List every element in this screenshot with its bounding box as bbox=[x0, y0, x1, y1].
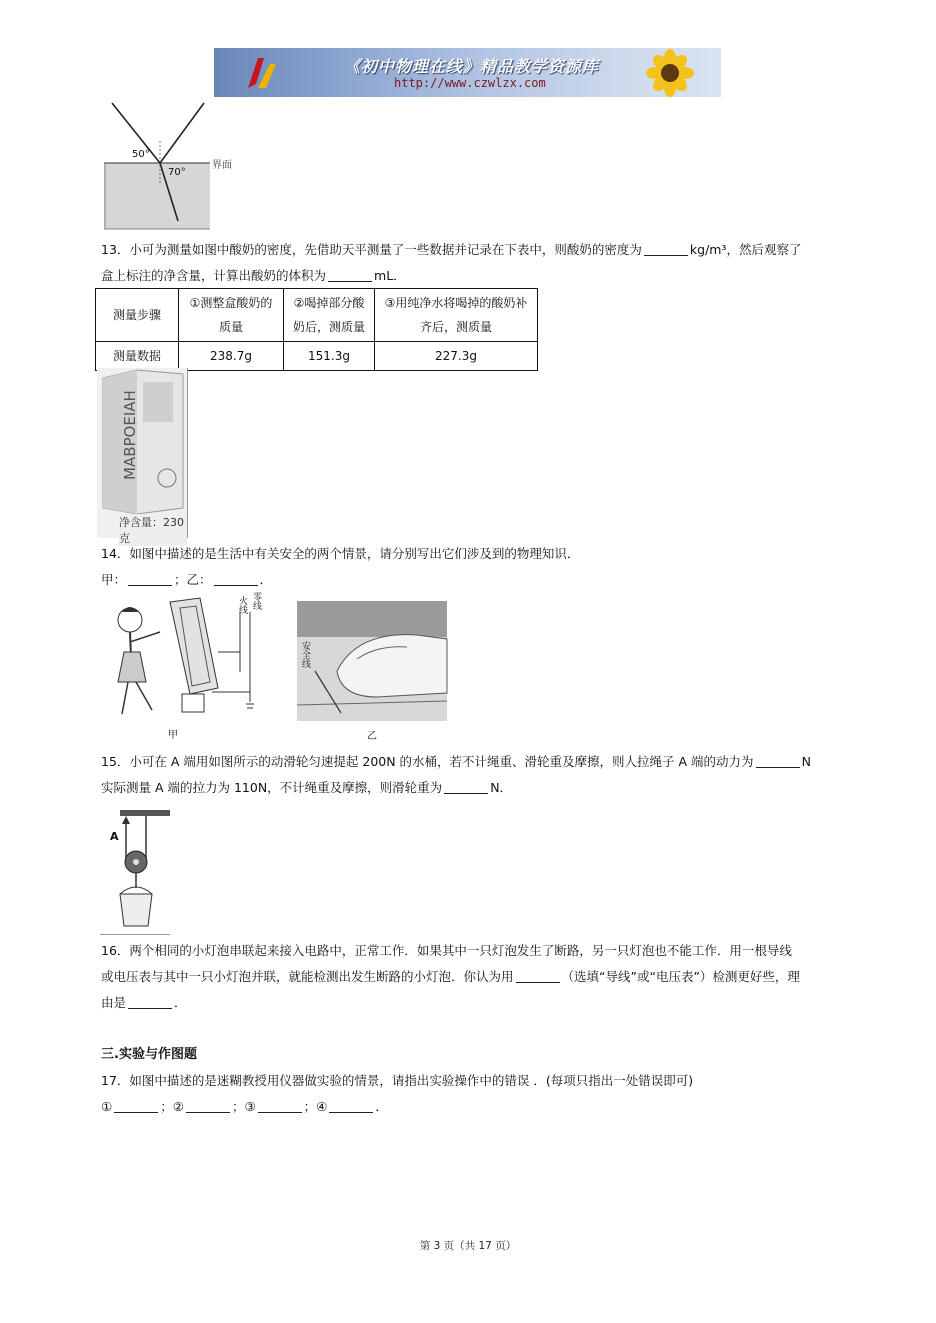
pulley-figure bbox=[100, 810, 170, 935]
q13-text-2a: 盒上标注的净含量，计算出酸奶的体积为 bbox=[101, 268, 327, 283]
table-cell: ①测整盒酸奶的质量 bbox=[179, 289, 284, 342]
table-cell: ③用纯净水将喝掉的酸奶补齐后，测质量 bbox=[375, 289, 538, 342]
angle-label-50: 50° bbox=[132, 149, 150, 160]
banner-title: 《初中物理在线》精品教学资源库 bbox=[344, 57, 600, 76]
q17-item-4: ；④ bbox=[303, 1099, 328, 1114]
interface-label: 界面 bbox=[212, 160, 232, 171]
q14-blank-yi[interactable] bbox=[214, 571, 258, 586]
q17-blank-2[interactable] bbox=[186, 1098, 230, 1113]
table-cell: 151.3g bbox=[284, 342, 375, 371]
q13-text-1b: kg/m³，然后观察了 bbox=[689, 242, 802, 257]
logo-icon bbox=[244, 54, 284, 92]
q16-text-2a: 或电压表与其中一只小灯泡并联，就能检测出发生断路的小灯泡．你认为用 bbox=[101, 969, 514, 984]
q17-blank-1[interactable] bbox=[114, 1098, 158, 1113]
q16-line1: 16．两个相同的小灯泡串联起来接入电路中，正常工作．如果其中一只灯泡发生了断路，另一只灯泡也不能工作．用一根导线 bbox=[101, 943, 792, 958]
table-cell: 238.7g bbox=[179, 342, 284, 371]
q13-text-2b: mL． bbox=[374, 268, 406, 283]
wire-label-neutral: 零线 bbox=[251, 592, 261, 610]
q16-blank-reason[interactable] bbox=[128, 994, 172, 1009]
safety-image-yi bbox=[297, 601, 447, 743]
q15-line2 bbox=[101, 775, 512, 801]
q14-blank-jia[interactable] bbox=[128, 571, 172, 586]
yogurt-box-image bbox=[97, 368, 188, 545]
q17-item-end: ． bbox=[375, 1099, 388, 1114]
q13-blank-volume[interactable] bbox=[328, 267, 372, 282]
q16-line2 bbox=[101, 964, 800, 990]
q17-line2 bbox=[101, 1094, 388, 1120]
refraction-figure bbox=[104, 101, 244, 231]
image-label-yi: 乙 bbox=[367, 731, 377, 742]
q14-line1: 14．如图中描述的是生活中有关安全的两个情景，请分别写出它们涉及到的物理知识． bbox=[101, 546, 580, 561]
q16-line3 bbox=[101, 990, 187, 1016]
q16-text-3b: ． bbox=[174, 995, 187, 1010]
q17-blank-3[interactable] bbox=[258, 1098, 302, 1113]
angle-label-70: 70° bbox=[168, 167, 186, 178]
q17-item-2: ；② bbox=[160, 1099, 184, 1114]
q14-line2 bbox=[101, 567, 272, 593]
table-row bbox=[96, 289, 538, 342]
sunflower-icon bbox=[632, 50, 702, 96]
svg-text:MABPOEIAH: MABPOEIAH bbox=[121, 390, 139, 480]
measurement-table bbox=[95, 288, 538, 371]
table-row bbox=[96, 342, 538, 371]
yogurt-net-label: 净含量：230克 bbox=[119, 514, 187, 546]
q15-text-2b: N． bbox=[490, 780, 513, 795]
q17-blank-4[interactable] bbox=[329, 1098, 373, 1113]
safety-line-label: 安全线 bbox=[300, 641, 310, 668]
table-cell: 测量步骤 bbox=[96, 289, 179, 342]
pulley-label-a: A bbox=[110, 830, 119, 843]
safety-image-jia bbox=[100, 592, 270, 742]
header-banner bbox=[214, 48, 721, 97]
q17-line1: 17．如图中描述的是迷糊教授用仪器做实验的情景，请指出实验操作中的错误 ．(每项只指出一处错误即可) bbox=[101, 1073, 694, 1088]
section-title: 三.实验与作图题 bbox=[101, 1047, 197, 1062]
q15-text-2a: 实际测量 A 端的拉力为 110N，不计绳重及摩擦，则滑轮重为 bbox=[101, 780, 443, 795]
q14-text-b: ；乙： bbox=[174, 572, 212, 587]
q15-text-1b: N bbox=[801, 754, 811, 769]
table-cell: 测量数据 bbox=[96, 342, 179, 371]
page-footer: 第 3 页（共 17 页） bbox=[419, 1240, 517, 1252]
q13-line2 bbox=[101, 263, 406, 289]
q14-text-a: 甲： bbox=[101, 572, 127, 587]
q13-text-1a: 13．小可为测量如图中酸奶的密度，先借助天平测量了一些数据并记录在下表中，则酸奶的密度为 bbox=[101, 242, 642, 257]
q17-item-3: ；③ bbox=[231, 1099, 256, 1114]
image-label-jia: 甲 bbox=[168, 730, 178, 741]
q15-blank-pulley-weight[interactable] bbox=[444, 779, 488, 794]
q17-item-1: ① bbox=[101, 1099, 113, 1114]
q15-text-1a: 15．小可在 A 端用如图所示的动滑轮匀速提起 200N 的水桶，若不计绳重、滑轮重及摩擦，则人拉绳子 A 端的动力为 bbox=[101, 754, 754, 769]
q14-text-c: ． bbox=[259, 572, 273, 587]
q16-text-2b: （选填“导线”或“电压表”）检测更好些，理 bbox=[561, 969, 800, 984]
q13-line1 bbox=[101, 237, 802, 263]
q15-blank-force[interactable] bbox=[756, 753, 800, 768]
table-cell: 227.3g bbox=[375, 342, 538, 371]
q15-line1 bbox=[101, 749, 811, 775]
wire-label-live: 火线 bbox=[237, 596, 247, 614]
q13-blank-density[interactable] bbox=[644, 241, 688, 256]
table-cell: ②喝掉部分酸奶后，测质量 bbox=[284, 289, 375, 342]
banner-url: http://www.czwlzx.com bbox=[394, 76, 546, 90]
q16-text-3a: 由是 bbox=[101, 995, 127, 1010]
q16-blank-choice[interactable] bbox=[516, 968, 560, 983]
